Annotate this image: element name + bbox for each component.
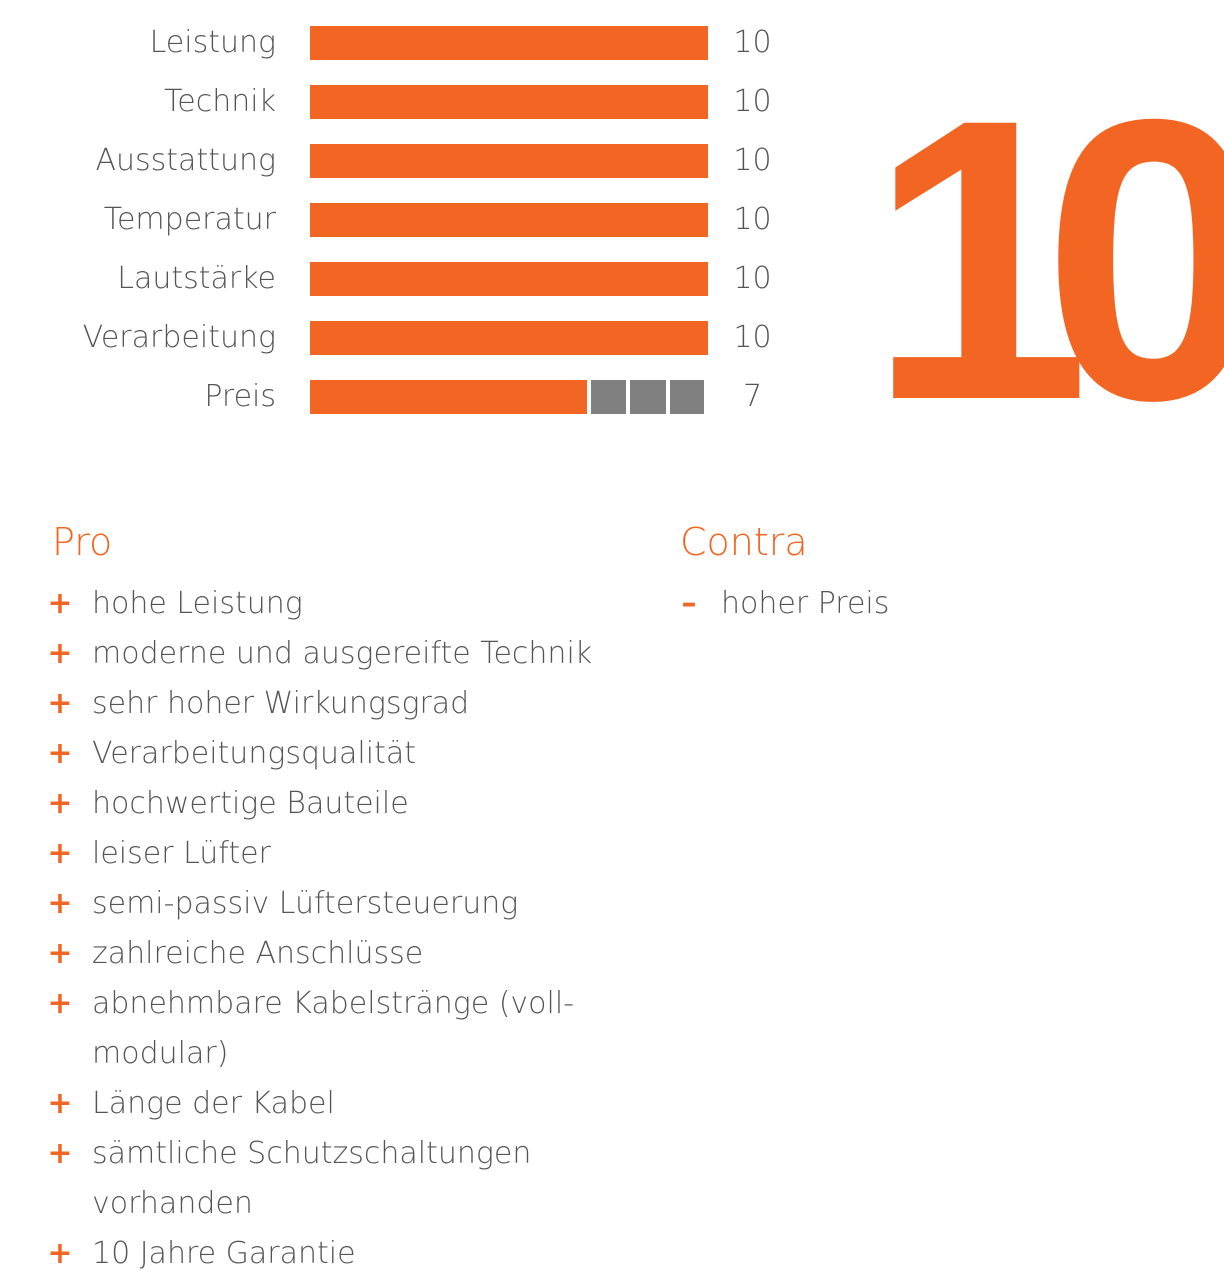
pro-item <box>45 1079 665 1129</box>
pro-list <box>45 579 665 1279</box>
contra-title: Contra <box>680 520 808 564</box>
rating-bar-track <box>310 321 708 355</box>
rating-row <box>0 84 860 124</box>
pro-item-text: Verarbeitungsqualität <box>92 736 416 771</box>
rating-bar-fill <box>310 203 708 237</box>
rating-bar-track <box>310 144 708 178</box>
plus-icon: + <box>47 1236 73 1271</box>
rating-bar-fill <box>310 321 708 355</box>
rating-bar-fill <box>310 262 708 296</box>
rating-row <box>0 202 860 242</box>
rating-bar-fill <box>310 144 708 178</box>
rating-row <box>0 261 860 301</box>
rating-label: Verarbeitung <box>82 320 276 355</box>
contra-item-text: hoher Preis <box>721 586 890 621</box>
pro-item-text: hohe Leistung <box>92 586 303 621</box>
pro-item <box>45 729 665 779</box>
plus-icon: + <box>47 986 73 1021</box>
rating-bar-empty-segment <box>591 380 627 414</box>
rating-value: 10 <box>733 320 772 355</box>
pro-item <box>45 979 665 1079</box>
plus-icon: + <box>47 686 73 721</box>
pro-item <box>45 829 665 879</box>
rating-value: 7 <box>742 379 763 414</box>
pro-item <box>45 779 665 829</box>
minus-icon: – <box>681 586 697 621</box>
pro-item-text: 10 Jahre Garantie <box>92 1236 356 1271</box>
rating-label: Ausstattung <box>95 143 276 178</box>
pro-item <box>45 929 665 979</box>
rating-value: 10 <box>733 202 772 237</box>
plus-icon: + <box>47 786 73 821</box>
pro-item <box>45 579 665 629</box>
overall-score: 10 <box>868 36 1217 483</box>
pro-item <box>45 879 665 929</box>
rating-label: Temperatur <box>103 202 276 237</box>
pro-title: Pro <box>52 520 113 564</box>
plus-icon: + <box>47 936 73 971</box>
pro-item-text: abnehmbare Kabelstränge (voll-modular) <box>92 986 575 1071</box>
rating-row <box>0 25 860 65</box>
plus-icon: + <box>47 586 73 621</box>
rating-value: 10 <box>733 143 772 178</box>
rating-label: Preis <box>204 379 276 414</box>
rating-bar-fill <box>310 26 708 60</box>
pro-item-text: sehr hoher Wirkungsgrad <box>92 686 470 721</box>
plus-icon: + <box>47 636 73 671</box>
pro-item <box>45 1129 665 1229</box>
rating-label: Lautstärke <box>117 261 276 296</box>
pro-item-text: zahlreiche Anschlüsse <box>92 936 424 971</box>
pro-item <box>45 679 665 729</box>
rating-row <box>0 320 860 360</box>
rating-bar-track <box>310 380 708 414</box>
rating-label: Technik <box>164 84 276 119</box>
plus-icon: + <box>47 836 73 871</box>
pro-item-text: Länge der Kabel <box>92 1086 335 1121</box>
plus-icon: + <box>47 1086 73 1121</box>
pro-item-text: sämtliche Schutzschaltungen vorhanden <box>92 1136 532 1221</box>
rating-label: Leistung <box>149 25 276 60</box>
pro-item-text: moderne und ausgereifte Technik <box>92 636 593 671</box>
pro-item-text: hochwertige Bauteile <box>92 786 409 821</box>
pro-item <box>45 629 665 679</box>
pro-item-text: semi-passiv Lüftersteuerung <box>92 886 519 921</box>
rating-chart <box>0 0 860 440</box>
rating-bar-fill <box>310 380 587 414</box>
contra-item <box>674 579 1194 629</box>
rating-bar-track <box>310 85 708 119</box>
rating-bar-empty-segment <box>670 380 704 414</box>
rating-bar-empty-segment <box>630 380 666 414</box>
contra-list <box>674 579 1194 629</box>
rating-value: 10 <box>733 261 772 296</box>
rating-value: 10 <box>733 84 772 119</box>
rating-row <box>0 379 860 419</box>
plus-icon: + <box>47 886 73 921</box>
rating-value: 10 <box>733 25 772 60</box>
rating-bar-track <box>310 203 708 237</box>
rating-bar-track <box>310 262 708 296</box>
pro-item <box>45 1229 665 1279</box>
pro-item-text: leiser Lüfter <box>92 836 271 871</box>
plus-icon: + <box>47 1136 73 1171</box>
rating-bar-track <box>310 26 708 60</box>
rating-row <box>0 143 860 183</box>
plus-icon: + <box>47 736 73 771</box>
rating-bar-fill <box>310 85 708 119</box>
